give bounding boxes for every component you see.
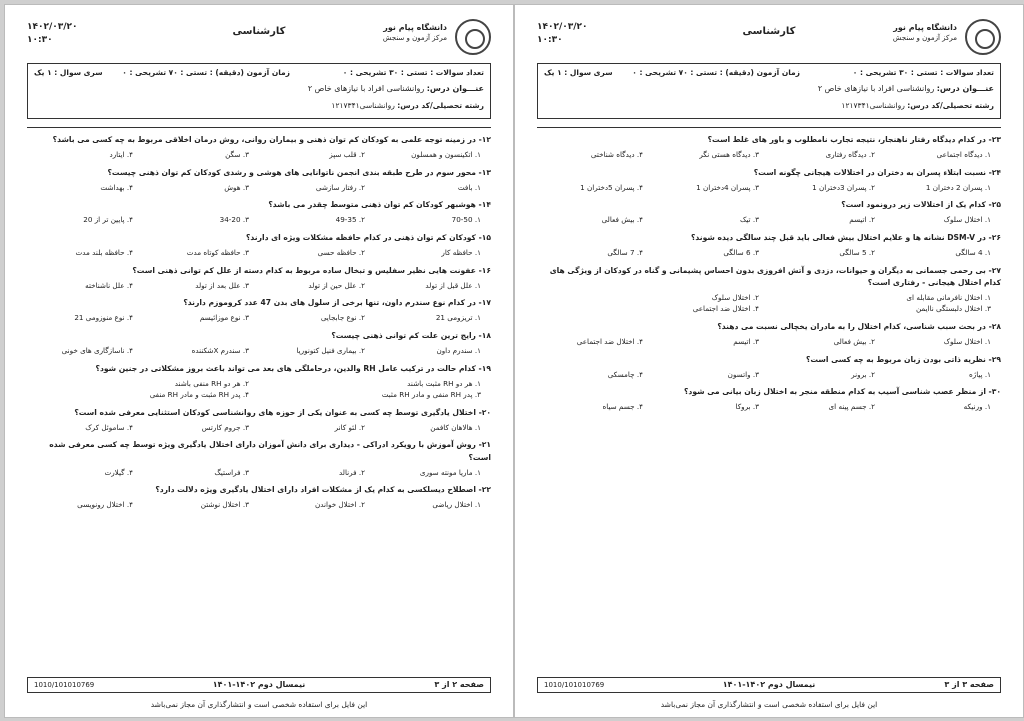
question-text: ۲۸- در بحث سبب شناسی، کدام اختلال را به مادران یخچالی نسبت می دهند؟ <box>717 321 1001 331</box>
course-name: روانشناسی افراد با نیازهای خاص ۲ <box>307 84 427 93</box>
field-name: روانشناسی۱۲۱۷۳۴۱ <box>841 101 908 110</box>
question-item <box>537 386 1001 413</box>
answer-option: ۳. پسران 4دختران 1 <box>696 182 759 192</box>
answer-option: ۳. نوع موزائیسم <box>199 313 249 323</box>
answer-option: ۲. بیش فعالی <box>833 337 875 347</box>
answer-option: ۳. حافظه کوتاه مدت <box>186 248 249 258</box>
exam-duration: زمان آزمون (دقیقه) : تستی : ۷۰ تشریحی : ۰ <box>122 68 290 77</box>
copyright-note: این فایل برای استفاده شخصی است و انتشارگذاری آن مجاز نمی‌باشد <box>150 700 368 709</box>
question-item <box>27 167 491 194</box>
answer-option: ۲. فرنالد <box>339 467 365 477</box>
answer-option: ۱. بافت <box>457 182 481 192</box>
exam-time: ۱۰:۳۰ <box>537 34 563 45</box>
semester-label: نیمسال دوم ۱۴۰۲-۱۴۰۱ <box>212 680 306 689</box>
exam-code: 1010/101010769 <box>544 681 605 689</box>
answer-option: ۲. اختلال سلوک <box>711 292 759 302</box>
answer-option: ۱. 70-50 <box>451 215 481 225</box>
degree-level: کارشناسی <box>742 26 796 37</box>
answer-option: ۱. حافظه کار <box>441 248 481 258</box>
answer-option: ۳. هوش <box>224 182 249 192</box>
answer-option: ۴. دیدگاه شناختی <box>590 150 643 160</box>
exam-info-box <box>537 63 1001 119</box>
answer-options <box>27 499 491 511</box>
question-count: تعداد سوالات : تستی : ۳۰ تشریحی : ۰ <box>342 68 484 77</box>
question-text: ۲۶- در DSM-V نشانه ها و علایم اختلال بیش فعالی باید قبل چند سالگی دیده شوند؟ <box>690 232 1001 242</box>
answer-option: ۲. قلب سپز <box>329 150 365 160</box>
answer-options <box>537 182 1001 194</box>
field-label: رشته تحصیلی/کد درس: <box>397 101 484 110</box>
question-item <box>27 199 491 226</box>
answer-option: ۲. 49-35 <box>335 215 365 225</box>
answer-option: ۴. پایین تر از 20 <box>83 215 133 225</box>
question-item <box>27 330 491 357</box>
answer-option: ۳. پدر RH منفی و مادر RH مثبت <box>381 390 481 400</box>
page-number: صفحه ۲ از ۳ <box>434 680 484 689</box>
question-item <box>537 134 1001 161</box>
question-list <box>27 127 491 511</box>
question-text: ۱۲- در زمینه توجه علمی به کودکان کم توان ذهنی و بیماران روانی، روش درمان اخلاقی مربوط به چه کسی می باشد؟ <box>52 135 491 144</box>
question-item <box>27 407 491 434</box>
exam-date: ۱۴۰۲/۰۳/۲۰ <box>27 22 78 32</box>
answer-option: ۴. نوع منوزومی 21 <box>74 313 133 323</box>
answer-option: ۲. اختلال خواندن <box>314 500 365 510</box>
semester-label: نیمسال دوم ۱۴۰۲-۱۴۰۱ <box>722 680 816 689</box>
answer-options <box>27 214 491 226</box>
answer-option: ۳. اختلال دلبستگی ناایمن <box>915 304 991 314</box>
answer-option: ۳. تیک <box>739 215 759 225</box>
exam-date: ۱۴۰۲/۰۳/۲۰ <box>537 22 588 32</box>
answer-options <box>537 336 1001 348</box>
answer-option: ۲. پسران 3دختران 1 <box>812 182 875 192</box>
answer-option: ۴. بهداشت <box>100 182 133 192</box>
answer-option: ۳. بروکا <box>735 402 759 412</box>
answer-option: ۱. پسران 2 دختران 1 <box>925 182 991 192</box>
question-text: ۱۶- عفونت هایی نظیر سفلیس و تبخال ساده مربوط به کدام دسته از علل کم توانی ذهنی است؟ <box>132 265 491 275</box>
question-text: ۱۹- کدام حالت در ترکیب عامل RH والدین، درحاملگی های بعد می تواند باعث بروز مشکلاتی در جنین شود؟ <box>95 363 491 373</box>
question-text: ۳۰- از منظر عصب شناسی آسیب به کدام منطقه منجر به اختلال زبان بیانی می شود؟ <box>684 387 1001 397</box>
question-text: ۲۴- نسبت ابتلاء پسران به دختران در اختلالات هیجانی چگونه است؟ <box>753 167 1001 177</box>
question-item <box>27 484 491 511</box>
university-logo-icon <box>965 19 1001 55</box>
answer-option: ۴. اختلال ضد اجتماعی <box>576 337 643 347</box>
answer-option: ۴. اختلال ضد اجتماعی <box>692 304 759 314</box>
question-item <box>27 134 491 161</box>
answer-option: ۱. اتکینسون و همسلون <box>411 150 481 160</box>
answer-options <box>537 369 1001 381</box>
center-name: مرکز آزمون و سنجش <box>382 33 447 42</box>
page-footer <box>537 677 1001 693</box>
answer-options <box>27 149 491 161</box>
answer-option: ۱. 4 سالگی <box>955 248 991 258</box>
answer-option: ۳. دیدگاه هستی نگر <box>699 150 759 160</box>
answer-options <box>537 292 1001 315</box>
exam-duration: زمان آزمون (دقیقه) : تستی : ۷۰ تشریحی : ۰ <box>632 68 800 77</box>
answer-option: ۱. دیدگاه اجتماعی <box>936 150 991 160</box>
answer-option: ۳. اتیسم <box>733 337 759 347</box>
answer-option: ۴. ساموئل کرک <box>85 422 133 432</box>
answer-options <box>27 422 491 434</box>
exam-time: ۱۰:۳۰ <box>27 34 53 45</box>
exam-page-3 <box>514 4 1024 718</box>
answer-option: ۳. فراستیگ <box>214 467 249 477</box>
answer-option: ۳. سندرم Xشکننده <box>191 346 249 356</box>
answer-option: ۲. هر دو RH منفی باشند <box>174 378 249 388</box>
question-text: ۲۳- در کدام دیدگاه رفتار ناهنجار، نتیجه تجارب نامطلوب و باور های غلط است؟ <box>707 135 1001 144</box>
answer-option: ۴. جسم سیاه <box>602 402 643 412</box>
answer-option: ۴. اختلال رونویسی <box>77 500 133 510</box>
answer-option: ۴. 7 سالگی <box>607 248 643 258</box>
question-item <box>537 232 1001 259</box>
answer-option: ۴. پدر RH مثبت و مادر RH منفی <box>149 390 249 400</box>
field-label: رشته تحصیلی/کد درس: <box>907 101 994 110</box>
center-name: مرکز آزمون و سنجش <box>892 33 957 42</box>
question-item <box>27 265 491 292</box>
answer-option: ۳. واتسون <box>727 369 759 379</box>
page-header <box>537 19 1001 55</box>
question-text: ۲۵- کدام یک از اختلالات زیر درونمود است؟ <box>841 200 1001 210</box>
answer-options <box>537 401 1001 413</box>
answer-option: ۲. نوع جابجایی <box>320 313 365 323</box>
answer-option: ۱. ورنیکه <box>963 402 991 412</box>
answer-option: ۲. بیماری فنیل کتونوریا <box>296 346 365 356</box>
answer-option: ۱. علل قبل از تولد <box>425 280 481 290</box>
question-item <box>537 199 1001 226</box>
question-item <box>537 265 1001 315</box>
university-logo-icon <box>455 19 491 55</box>
answer-option: ۴. علل ناشناخته <box>85 280 133 290</box>
question-text: ۲۹- نظریه ذاتی بودن زبان مربوط به چه کسی است؟ <box>805 354 1001 364</box>
answer-option: ۲. رفتار سازشی <box>315 182 365 192</box>
question-text: ۱۳- محور سوم در طرح طبقه بندی انجمن ناتوانایی های هوشی و رشدی کودکان کم توان ذهنی چیست؟ <box>107 167 491 177</box>
question-series: سری سوال : ۱ یک <box>34 68 103 77</box>
course-name: روانشناسی افراد با نیازهای خاص ۲ <box>817 84 937 93</box>
answer-option: ۳. 34-20 <box>219 215 249 225</box>
answer-options <box>537 247 1001 259</box>
question-item <box>27 439 491 478</box>
answer-option: ۱. تریزومی 21 <box>435 313 481 323</box>
answer-option: ۳. جروم کارتس <box>201 422 249 432</box>
answer-option: ۴. چامسکی <box>607 369 643 379</box>
answer-option: ۲. جسم پینه ای <box>828 402 875 412</box>
answer-option: ۲. دیدگاه رفتاری <box>825 150 875 160</box>
answer-option: ۴. ایتارد <box>109 150 133 160</box>
answer-option: ۳. سگن <box>225 150 249 160</box>
page-header <box>27 19 491 55</box>
exam-code: 1010/101010769 <box>34 681 95 689</box>
answer-option: ۱. ماریا مونته سوری <box>419 467 481 477</box>
answer-option: ۱. هر دو RH مثبت باشند <box>407 378 481 388</box>
question-item <box>537 167 1001 194</box>
answer-option: ۱. اختلال سلوک <box>943 337 991 347</box>
answer-option: ۳. علل بعد از تولد <box>195 280 249 290</box>
answer-option: ۱. سندرم داون <box>436 346 481 356</box>
answer-options <box>27 182 491 194</box>
answer-option: ۱. پیاژه <box>968 369 991 379</box>
answer-option: ۲. علل حین از تولد <box>308 280 365 290</box>
question-item <box>27 297 491 324</box>
question-text: ۱۷- در کدام نوع سندرم داون، تنها برخی از سلول های بدن 47 عدد کروموزم دارند؟ <box>183 298 491 308</box>
question-series: سری سوال : ۱ یک <box>544 68 613 77</box>
university-name: دانشگاه پیام نور <box>893 23 957 32</box>
question-text: ۲۱- روش آموزش با رویکرد ادراکی - دیداری برای دانش آموزان دارای اختلال یادگیری ویژه توسط چه کسی معرفی شده است؟ <box>49 440 491 462</box>
question-text: ۲۰- اختلال یادگیری توسط چه کسی به عنوان یکی از حوزه های روانشناسی کودکان استثنایی معرفی شده است؟ <box>74 407 491 417</box>
answer-options <box>27 378 491 401</box>
answer-option: ۱. اختلال سلوک <box>943 215 991 225</box>
answer-option: ۴. حافظه بلند مدت <box>75 248 133 258</box>
answer-option: ۲. حافظه حسی <box>317 248 365 258</box>
answer-option: ۳. اختلال نوشتن <box>200 500 249 510</box>
exam-info-box <box>27 63 491 119</box>
question-item <box>537 321 1001 348</box>
field-name: روانشناسی۱۲۱۷۳۴۱ <box>331 101 398 110</box>
course-label: عنـــوان درس: <box>426 84 484 93</box>
question-item <box>27 363 491 401</box>
answer-option: ۴. پسران 5دختران 1 <box>580 182 643 192</box>
copyright-note: این فایل برای استفاده شخصی است و انتشارگذاری آن مجاز نمی‌باشد <box>660 700 878 709</box>
question-text: ۱۸- رایج ترین علت کم توانی ذهنی چیست؟ <box>331 330 491 340</box>
answer-option: ۴. بیش فعالی <box>601 215 643 225</box>
answer-options <box>27 280 491 292</box>
answer-option: ۱. اختلال ریاضی <box>432 500 481 510</box>
page-footer <box>27 677 491 693</box>
answer-options <box>537 214 1001 226</box>
answer-options <box>27 467 491 479</box>
answer-option: ۱. اختلال نافرمانی مقابله ای <box>906 292 991 302</box>
question-list <box>537 127 1001 413</box>
answer-options <box>27 247 491 259</box>
answer-options <box>537 149 1001 161</box>
university-name: دانشگاه پیام نور <box>383 23 447 32</box>
answer-option: ۳. 6 سالگی <box>723 248 759 258</box>
question-item <box>27 232 491 259</box>
question-text: ۱۴- هوشبهر کودکان کم توان ذهنی متوسط چقدر می باشد؟ <box>268 200 491 210</box>
answer-option: ۴. گیلارت <box>104 467 133 477</box>
question-text: ۲۲- اصطلاح دیسلکسی به کدام یک از مشکلات افراد دارای اختلال یادگیری ویژه دلالت دارد؟ <box>155 485 491 495</box>
answer-option: ۲. لئو کانر <box>334 422 365 432</box>
answer-option: ۲. 5 سالگی <box>839 248 875 258</box>
course-label: عنـــوان درس: <box>936 84 994 93</box>
answer-option: ۱. هالاهان کافمن <box>430 422 481 432</box>
question-text: ۲۷- بی رحمی جسمانی به دیگران و حیوانات، دزدی و آتش افروزی بدون احساس پشیمانی و گناه در کودکان از ویژگی های کدام اختلال هیجانی - رفتاری است؟ <box>549 265 1001 287</box>
question-text: ۱۵- کودکان کم توان ذهنی در کدام حافظه مشکلات ویژه ای دارند؟ <box>246 232 491 242</box>
question-count: تعداد سوالات : تستی : ۳۰ تشریحی : ۰ <box>852 68 994 77</box>
page-number: صفحه ۳ از ۳ <box>944 680 994 689</box>
answer-option: ۲. برونر <box>851 369 875 379</box>
answer-options <box>27 345 491 357</box>
answer-option: ۴. ناسازگاری های خونی <box>61 346 133 356</box>
degree-level: کارشناسی <box>232 26 286 37</box>
answer-options <box>27 312 491 324</box>
answer-option: ۲. اتیسم <box>849 215 875 225</box>
exam-page-2 <box>4 4 514 718</box>
question-item <box>537 354 1001 381</box>
